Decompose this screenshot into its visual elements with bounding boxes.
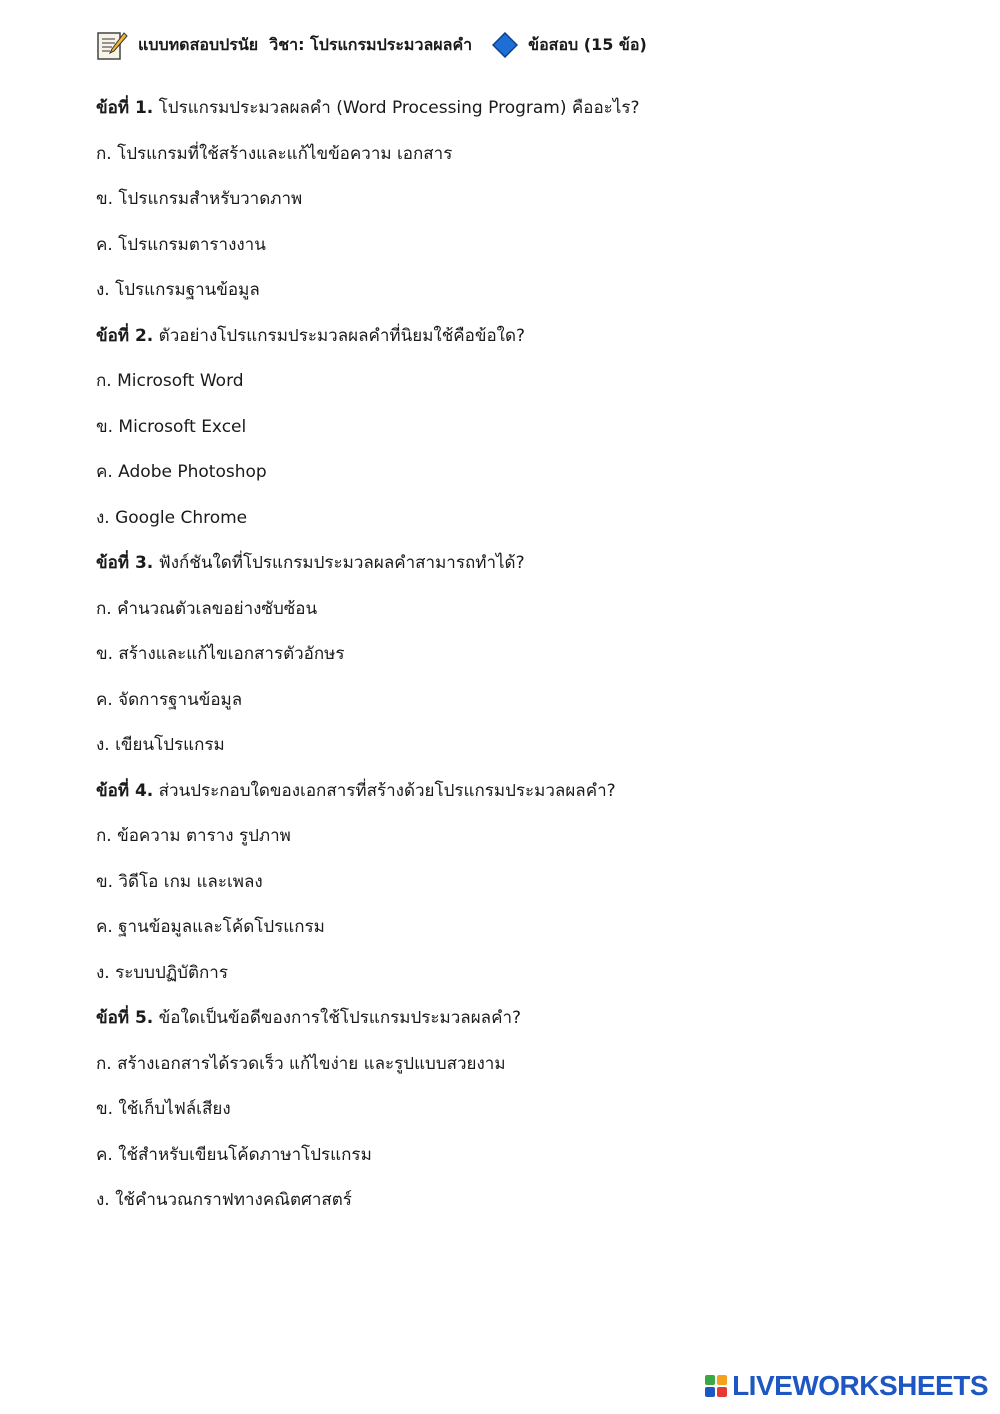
question-text: ข้อใดเป็นข้อดีของการใช้โปรแกรมประมวลผลคำ? [153,1008,522,1028]
logo-square [705,1387,715,1397]
worksheet-title: แบบทดสอบปรนัย วิชา: โปรแกรมประมวลผลคำ [138,34,473,54]
answer-option[interactable]: ง. Google Chrome [96,507,248,528]
answer-option[interactable]: ง. ระบบปฏิบัติการ [96,962,228,983]
liveworksheets-logo-icon [705,1375,727,1397]
liveworksheets-logo [705,1370,988,1402]
worksheet-header [96,28,647,62]
answer-option[interactable]: ก. คำนวณตัวเลขอย่างซับซ้อน [96,598,318,619]
question-number: ข้อที่ 1. [96,98,154,118]
question-number: ข้อที่ 3. [96,553,154,573]
question-4 [96,769,956,815]
question-2 [96,314,956,360]
question-list [96,86,956,1224]
logo-text: LIVEWORKSHEETS [732,1370,988,1401]
question-count-label: ข้อสอบ (15 ข้อ) [528,34,647,54]
answer-option[interactable]: ค. จัดการฐานข้อมูล [96,689,243,710]
question-text: ฟังก์ชันใดที่โปรแกรมประมวลผลคำสามารถทำได้? [153,553,525,573]
answer-option[interactable]: ค. ใช้สำหรับเขียนโค้ดภาษาโปรแกรม [96,1144,372,1165]
question-5 [96,996,956,1042]
answer-option[interactable]: ก. ข้อความ ตาราง รูปภาพ [96,826,291,846]
logo-square [717,1387,727,1397]
logo-square [705,1375,715,1385]
question-3 [96,541,956,587]
answer-option[interactable]: ง. ใช้คำนวณกราฟทางคณิตศาสตร์ [96,1190,352,1210]
answer-option[interactable]: ก. โปรแกรมที่ใช้สร้างและแก้ไขข้อความ เอกสาร [96,143,453,164]
answer-option[interactable]: ค. โปรแกรมตารางงาน [96,234,266,255]
answer-option[interactable]: ง. เขียนโปรแกรม [96,735,225,755]
blue-diamond-icon [492,32,518,58]
question-number: ข้อที่ 2. [96,325,154,346]
question-text: ส่วนประกอบใดของเอกสารที่สร้างด้วยโปรแกรมประมวลผลคำ? [153,780,616,801]
question-number: ข้อที่ 5. [96,1008,154,1028]
question-number: ข้อที่ 4. [96,780,154,801]
answer-option[interactable]: ข. Microsoft Excel [96,416,247,437]
question-text: โปรแกรมประมวลผลคำ (Word Processing Program) คืออะไร? [153,98,640,118]
answer-option[interactable]: ข. ใช้เก็บไฟล์เสียง [96,1099,231,1119]
answer-option[interactable]: ค. Adobe Photoshop [96,462,267,482]
question-1 [96,86,956,132]
question-text: ตัวอย่างโปรแกรมประมวลผลคำที่นิยมใช้คือข้อใด? [153,325,526,346]
note-pencil-icon [96,29,128,61]
answer-option[interactable]: ข. วิดีโอ เกม และเพลง [96,871,263,892]
answer-option[interactable]: ก. Microsoft Word [96,371,244,391]
logo-square [717,1375,727,1385]
answer-option[interactable]: ข. โปรแกรมสำหรับวาดภาพ [96,189,303,209]
answer-option[interactable]: ข. สร้างและแก้ไขเอกสารตัวอักษร [96,644,345,664]
answer-option[interactable]: ก. สร้างเอกสารได้รวดเร็ว แก้ไขง่าย และรูปแบบสวยงาม [96,1053,506,1074]
answer-option[interactable]: ค. ฐานข้อมูลและโค้ดโปรแกรม [96,917,325,937]
answer-option[interactable]: ง. โปรแกรมฐานข้อมูล [96,280,260,300]
